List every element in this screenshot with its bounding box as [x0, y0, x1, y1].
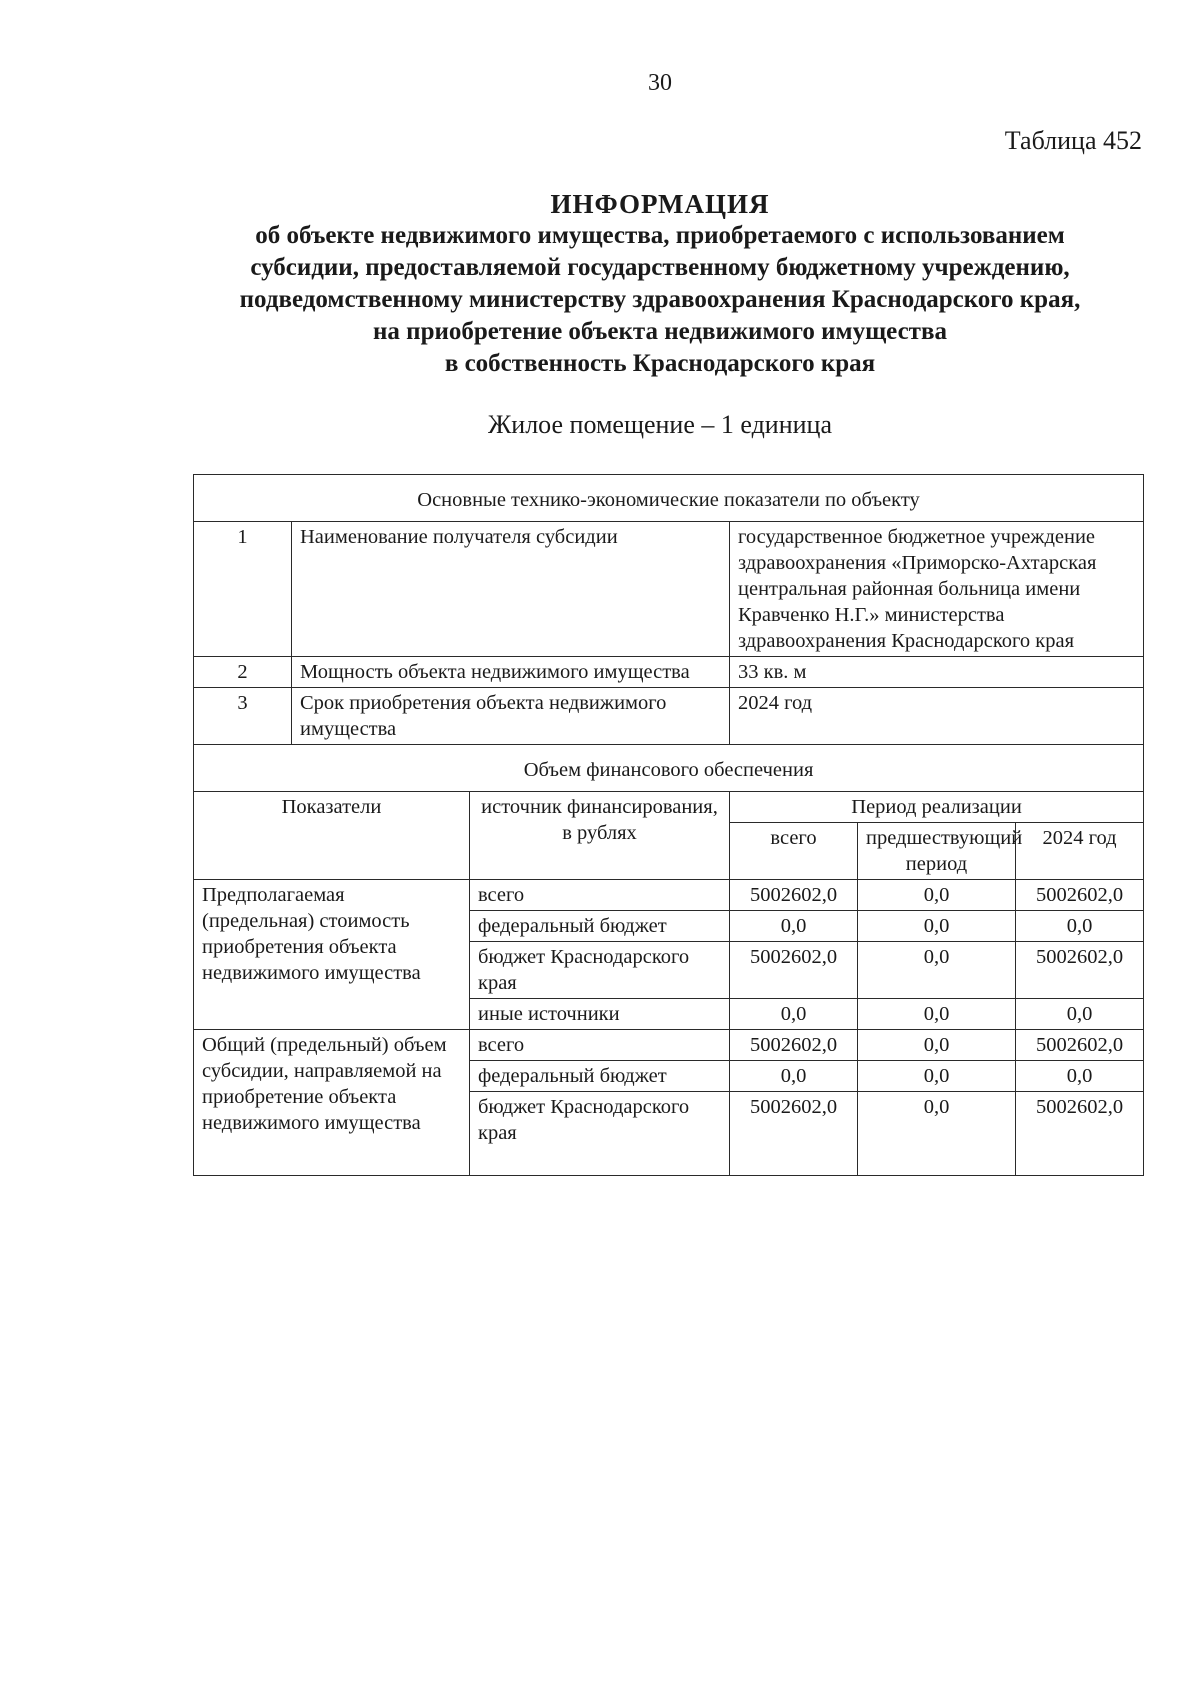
total-cell: 0,0 [730, 911, 858, 942]
row-value: 33 кв. м [730, 657, 1144, 688]
page-number: 30 [648, 70, 672, 96]
table-row [194, 688, 1144, 745]
title-line: об объекте недвижимого имущества, приобретаемого с использованием [255, 222, 1065, 249]
previous-period-cell: 0,0 [858, 880, 1016, 911]
column-header-total: всего [730, 823, 858, 880]
row-label: Срок приобретения объекта недвижимого имущества [292, 688, 730, 745]
total-cell: 5002602,0 [730, 880, 858, 911]
row-number: 1 [194, 522, 292, 657]
table-row [194, 522, 1144, 657]
table-row [194, 657, 1144, 688]
title-line: в собственность Краснодарского края [444, 350, 876, 377]
row-value: государственное бюджетное учреждение здравоохранения «Приморско-Ахтарская центральная районная больница имени Кравченко Н.Г.» министерства здравоохранения Краснодарского края [730, 522, 1144, 657]
row-number: 2 [194, 657, 292, 688]
year-cell: 5002602,0 [1016, 1030, 1144, 1061]
column-header-indicators: Показатели [194, 792, 470, 880]
total-cell: 0,0 [730, 999, 858, 1030]
column-header-row [194, 792, 1144, 823]
row-label: Мощность объекта недвижимого имущества [292, 657, 730, 688]
previous-period-cell: 0,0 [858, 942, 1016, 999]
year-cell: 0,0 [1016, 999, 1144, 1030]
table-label: Таблица 452 [1004, 126, 1142, 155]
previous-period-cell: 0,0 [858, 1092, 1016, 1176]
source-cell: федеральный бюджет [470, 1061, 730, 1092]
total-cell: 5002602,0 [730, 1092, 858, 1176]
year-cell: 0,0 [1016, 911, 1144, 942]
table-row [194, 1030, 1144, 1061]
object-unit-line: Жилое помещение – 1 единица [487, 410, 832, 439]
column-header-year: 2024 год [1016, 823, 1144, 880]
year-cell: 5002602,0 [1016, 880, 1144, 911]
previous-period-cell: 0,0 [858, 999, 1016, 1030]
section-header-row [194, 745, 1144, 792]
previous-period-cell: 0,0 [858, 1061, 1016, 1092]
column-header-period: Период реализации [730, 792, 1144, 823]
source-cell: федеральный бюджет [470, 911, 730, 942]
previous-period-cell: 0,0 [858, 911, 1016, 942]
year-cell: 0,0 [1016, 1061, 1144, 1092]
group-label: Предполагаемая (предельная) стоимость приобретения объекта недвижимого имущества [194, 880, 470, 1030]
section-header-row [194, 475, 1144, 522]
table-row [194, 880, 1144, 911]
year-cell: 5002602,0 [1016, 942, 1144, 999]
source-cell: бюджет Краснодарского края [470, 942, 730, 999]
info-table [193, 474, 1144, 1176]
row-number: 3 [194, 688, 292, 745]
section-header-funding: Объем финансового обеспечения [194, 745, 1144, 792]
title-line: подведомственному министерству здравоохранения Краснодарского края, [239, 286, 1081, 313]
group-label: Общий (предельный) объем субсидии, направляемой на приобретение объекта недвижимого имущества [194, 1030, 470, 1176]
title-main: ИНФОРМАЦИЯ [550, 189, 770, 219]
total-cell: 5002602,0 [730, 942, 858, 999]
column-header-previous-period: предшествующий период [858, 823, 1016, 880]
section-header-indicators: Основные технико-экономические показатели по объекту [194, 475, 1144, 522]
previous-period-cell: 0,0 [858, 1030, 1016, 1061]
source-cell: бюджет Краснодарского края [470, 1092, 730, 1176]
total-cell: 0,0 [730, 1061, 858, 1092]
source-cell: всего [470, 1030, 730, 1061]
total-cell: 5002602,0 [730, 1030, 858, 1061]
source-cell: всего [470, 880, 730, 911]
source-cell: иные источники [470, 999, 730, 1030]
year-cell: 5002602,0 [1016, 1092, 1144, 1176]
title-line: субсидии, предоставляемой государственному бюджетному учреждению, [250, 254, 1070, 281]
document-title [160, 188, 1160, 380]
column-header-source: источник финансирования, в рублях [470, 792, 730, 880]
title-line: на приобретение объекта недвижимого имущества [373, 318, 947, 345]
row-value: 2024 год [730, 688, 1144, 745]
row-label: Наименование получателя субсидии [292, 522, 730, 657]
